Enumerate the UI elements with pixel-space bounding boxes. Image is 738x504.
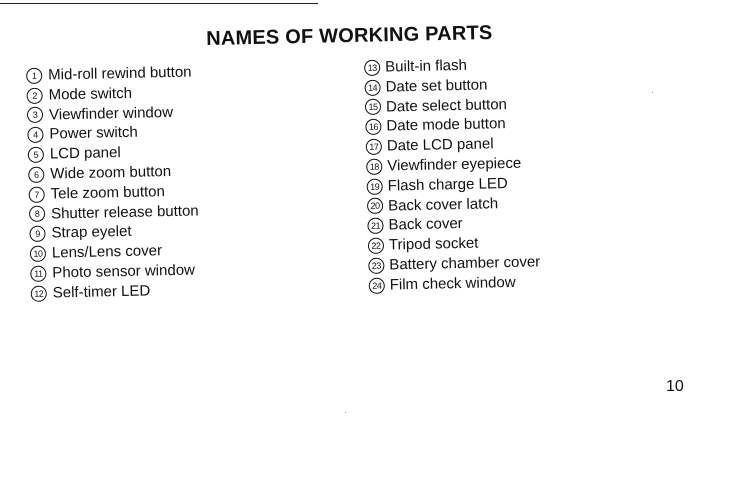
item-number: 8 (29, 206, 45, 222)
item-number: 21 (367, 218, 383, 234)
item-label: Lens/Lens cover (51, 242, 163, 262)
item-label: Self-timer LED (52, 282, 151, 302)
item-number: 7 (29, 186, 45, 202)
item-number: 4 (27, 127, 43, 143)
item-number: 16 (365, 119, 381, 135)
list-item (31, 280, 201, 303)
item-label: Date select button (385, 95, 508, 116)
item-label: Viewfinder eyepiece (387, 154, 522, 175)
item-number: 24 (369, 277, 385, 293)
item-label: Date set button (385, 76, 488, 96)
item-label: Mode switch (48, 84, 133, 104)
item-number: 2 (26, 87, 42, 103)
item-number: 14 (364, 79, 380, 95)
item-number: 5 (28, 147, 44, 163)
item-number: 22 (368, 238, 384, 254)
item-number: 6 (28, 167, 44, 183)
item-number: 17 (366, 139, 382, 155)
item-label: Power switch (49, 124, 138, 143)
item-label: Back cover (388, 215, 463, 234)
list-item (30, 260, 200, 283)
item-label: Date LCD panel (386, 135, 494, 155)
item-number: 15 (365, 99, 381, 115)
list-item (26, 62, 196, 85)
item-label: Shutter release button (50, 201, 199, 223)
item-number: 10 (30, 246, 46, 262)
item-label: Photo sensor window (52, 261, 196, 282)
parts-list-right (364, 54, 541, 295)
item-number: 23 (368, 257, 384, 273)
item-label: Mid-roll rewind button (48, 63, 192, 84)
item-label: Tripod socket (388, 234, 479, 254)
scan-speck (345, 412, 346, 413)
parts-list-left (26, 62, 201, 303)
item-label: Wide zoom button (50, 162, 172, 183)
item-number: 1 (26, 68, 42, 84)
item-number: 19 (367, 178, 383, 194)
item-number: 20 (367, 198, 383, 214)
page-title: NAMES OF WORKING PARTS (206, 22, 493, 50)
item-number: 18 (366, 159, 382, 175)
list-item (27, 102, 197, 125)
item-number: 12 (31, 285, 47, 301)
item-number: 11 (30, 265, 46, 281)
item-label: Viewfinder window (48, 103, 174, 124)
item-number: 13 (364, 60, 380, 76)
item-label: Flash charge LED (387, 174, 508, 195)
item-label: Battery chamber cover (389, 253, 541, 274)
list-item (366, 153, 538, 176)
item-number: 9 (29, 226, 45, 242)
item-label: Strap eyelet (51, 223, 132, 242)
scan-speck (652, 92, 653, 93)
list-item (29, 201, 199, 224)
item-label: Built-in flash (385, 56, 468, 76)
item-label: Date mode button (386, 115, 506, 135)
item-number: 3 (27, 107, 43, 123)
item-label: Film check window (389, 273, 516, 294)
item-label: Back cover latch (387, 194, 499, 215)
item-label: LCD panel (49, 144, 121, 163)
page-number: 10 (666, 378, 684, 395)
item-label: Tele zoom button (50, 182, 166, 203)
list-item (369, 272, 541, 295)
top-rule (0, 3, 318, 4)
